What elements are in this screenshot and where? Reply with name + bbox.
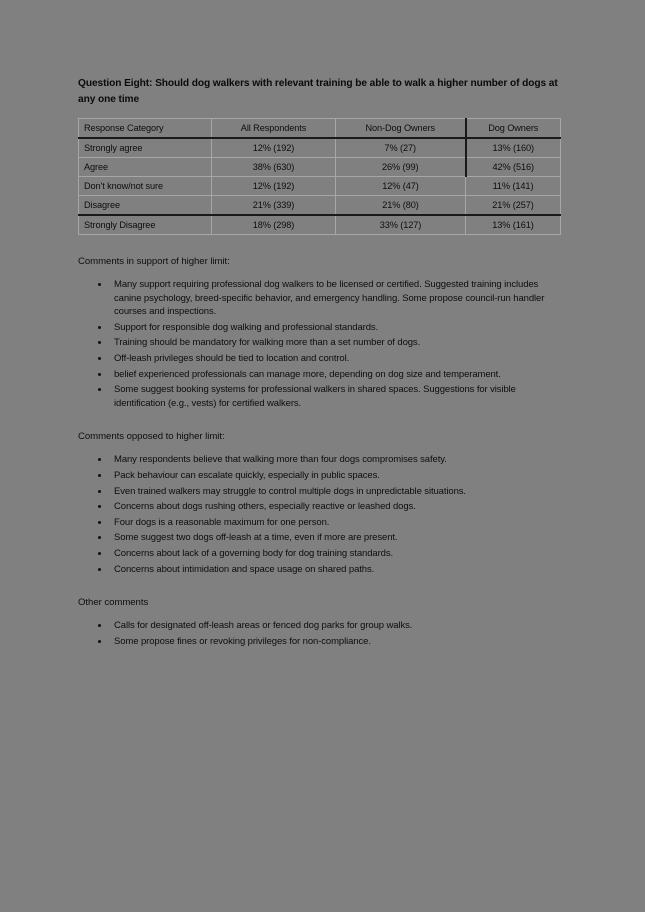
table-row (79, 215, 561, 235)
list-item (78, 485, 562, 499)
column-header-all-respondents: All Respondents (212, 119, 336, 139)
cell-category: Don't know/not sure (79, 177, 212, 196)
cell-non-dog-owners: 21% (80) (336, 196, 466, 216)
list-item-text: Calls for designated off-leash areas or fenced dog parks for group walks. (114, 620, 413, 632)
list-item (78, 336, 562, 350)
list-item-text: Some suggest booking systems for professional walkers in shared spaces. Suggestions for visible identification (e.g., vests) for certified walkers. (114, 384, 516, 409)
list-item-text: Off-leash privileges should be tied to location and control. (114, 352, 350, 364)
bullet-list-opposed (78, 453, 562, 576)
cell-category: Agree (79, 158, 212, 177)
table-header-row (79, 119, 561, 139)
bullet-dot-icon (98, 640, 101, 643)
bullet-dot-icon (98, 458, 101, 461)
section-heading: Comments in support of higher limit: (78, 256, 230, 267)
page-title: Question Eight: Should dog walkers with relevant training be able to walk a higher number of dogs at any one time (78, 78, 558, 105)
cell-non-dog-owners: 7% (27) (336, 138, 466, 158)
list-item-text: Some suggest two dogs off-leash at a time, even if more are present. (114, 532, 398, 544)
list-item (78, 500, 562, 514)
list-item-text: Many respondents believe that walking more than four dogs compromises safety. (114, 454, 447, 466)
cell-all-respondents: 12% (192) (212, 177, 336, 196)
bullet-dot-icon (98, 536, 101, 539)
list-item-text: Concerns about dogs rushing others, especially reactive or leashed dogs. (114, 501, 416, 513)
list-item (78, 321, 562, 335)
bullet-dot-icon (98, 326, 101, 329)
table-row (79, 158, 561, 177)
bullet-dot-icon (98, 341, 101, 344)
bullet-dot-icon (98, 552, 101, 555)
list-item (78, 531, 562, 545)
table-row (79, 138, 561, 158)
list-item-text: Training should be mandatory for walking more than a set number of dogs. (114, 337, 421, 349)
bullet-dot-icon (98, 474, 101, 477)
list-item (78, 352, 562, 366)
section-heading: Other comments (78, 597, 149, 609)
document-content (78, 76, 562, 650)
cell-dog-owners: 42% (516) (466, 158, 561, 177)
list-item-text: Support for responsible dog walking and professional standards. (114, 321, 379, 333)
list-item (78, 635, 562, 649)
bullet-dot-icon (98, 521, 101, 524)
list-item (78, 516, 562, 530)
bullet-dot-icon (98, 357, 101, 360)
bullet-dot-icon (98, 373, 101, 376)
bullet-dot-icon (98, 568, 101, 571)
list-item (78, 547, 562, 561)
bullet-list-support (78, 278, 562, 410)
list-item-text: Four dogs is a reasonable maximum for one person. (114, 516, 330, 528)
list-item-text: belief experienced professionals can manage more, depending on dog size and temperament. (114, 368, 501, 380)
list-item (78, 453, 562, 467)
cell-non-dog-owners: 26% (99) (336, 158, 466, 177)
bullet-dot-icon (98, 624, 101, 627)
list-item (78, 469, 562, 483)
cell-category: Disagree (79, 196, 212, 216)
cell-non-dog-owners: 33% (127) (336, 215, 466, 235)
list-item (78, 563, 562, 577)
list-item-text: Pack behaviour can escalate quickly, especially in public spaces. (114, 469, 380, 481)
list-item-text: Many support requiring professional dog walkers to be licensed or certified. Suggested training includes canine psychology, breed-specific behavior, and emergency handling. Some propose council-run handler courses and inspections. (114, 279, 545, 318)
bullet-dot-icon (98, 283, 101, 286)
bullet-dot-icon (98, 388, 101, 391)
cell-dog-owners: 13% (160) (466, 138, 561, 158)
table-row (79, 196, 561, 216)
list-item-text: Concerns about lack of a governing body for dog training standards. (114, 547, 394, 559)
bullet-dot-icon (98, 505, 101, 508)
list-item-text: Some propose fines or revoking privileges for non-compliance. (114, 635, 371, 647)
bullet-list-other (78, 619, 562, 648)
list-item (78, 368, 562, 382)
list-item (78, 619, 562, 633)
section-other (78, 596, 562, 648)
cell-dog-owners: 11% (141) (466, 177, 561, 196)
column-header-non-dog-owners: Non-Dog Owners (336, 119, 466, 139)
column-header-response-category: Response Category (79, 119, 212, 139)
list-item-text: Concerns about intimidation and space usage on shared paths. (114, 563, 375, 575)
cell-category: Strongly Disagree (79, 215, 212, 235)
cell-dog-owners: 13% (161) (466, 215, 561, 235)
table-row (79, 177, 561, 196)
list-item-text: Even trained walkers may struggle to control multiple dogs in unpredictable situations. (114, 485, 466, 497)
bullet-dot-icon (98, 490, 101, 493)
cell-all-respondents: 12% (192) (212, 138, 336, 158)
section-heading: Comments opposed to higher limit: (78, 431, 225, 443)
cell-non-dog-owners: 12% (47) (336, 177, 466, 196)
section-opposed (78, 430, 562, 576)
cell-all-respondents: 38% (630) (212, 158, 336, 177)
results-table (78, 118, 561, 235)
cell-dog-owners: 21% (257) (466, 196, 561, 216)
list-item (78, 278, 562, 319)
column-header-dog-owners: Dog Owners (466, 119, 561, 139)
cell-all-respondents: 21% (339) (212, 196, 336, 216)
cell-category: Strongly agree (79, 138, 212, 158)
cell-all-respondents: 18% (298) (212, 215, 336, 235)
section-support (78, 255, 562, 410)
list-item (78, 383, 562, 410)
